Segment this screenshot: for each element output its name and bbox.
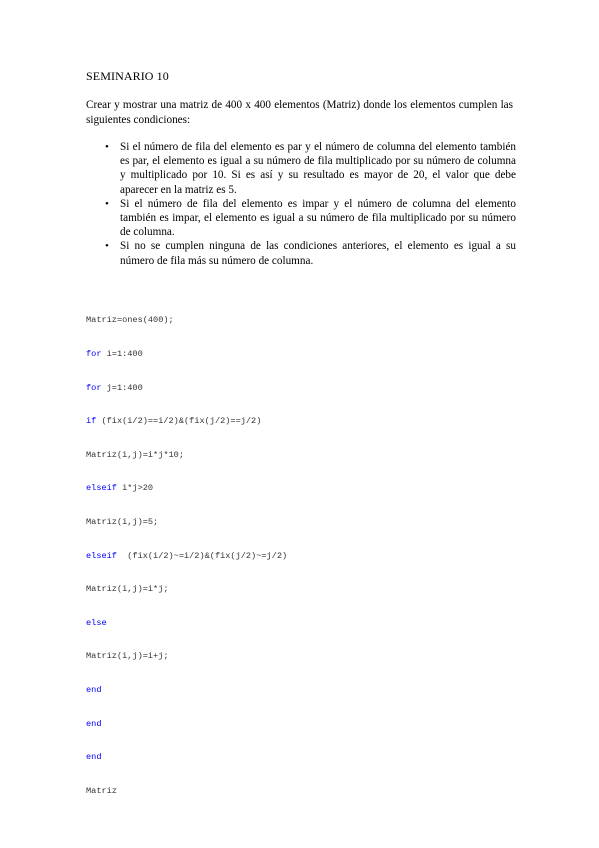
code-line	[86, 618, 287, 629]
code-line	[86, 383, 287, 394]
code-line	[86, 551, 287, 562]
code-keyword: for	[86, 382, 102, 393]
bullet-icon: •	[105, 141, 109, 153]
code-line	[86, 752, 287, 763]
code-line	[86, 483, 287, 494]
code-block	[86, 293, 287, 819]
code-line	[86, 651, 287, 662]
code-keyword: elseif	[86, 483, 117, 494]
code-line	[86, 315, 287, 326]
code-line	[86, 349, 287, 360]
code-keyword: else	[86, 617, 107, 628]
code-keyword: end	[86, 684, 102, 695]
code-line	[86, 786, 287, 797]
list-item-text: Si el número de fila del elemento es impar y el número de columna del elemento también es impar, el elemento es igual a su número de fila multiplicado por su número de columna.	[120, 197, 516, 239]
code-text: Matriz(i,j)=i*j*10;	[86, 449, 184, 460]
code-text: i*j>20	[116, 483, 154, 494]
code-line	[86, 416, 287, 427]
code-line	[86, 685, 287, 696]
code-line	[86, 719, 287, 730]
conditions-list	[86, 140, 516, 268]
list-item-text: Si no se cumplen ninguna de las condiciones anteriores, el elemento es igual a su número de fila más su número de columna.	[120, 240, 516, 267]
code-keyword: for	[86, 349, 102, 359]
code-text: i=1:400	[101, 349, 143, 359]
code-text: Matriz(i,j)=5;	[86, 516, 159, 527]
code-text: Matriz(i,j)=i*j;	[86, 584, 169, 595]
code-keyword: elseif	[86, 550, 117, 561]
code-line	[86, 517, 287, 528]
code-keyword: if	[86, 416, 97, 427]
list-item-text: Si el número de fila del elemento es par y el número de columna del elemento también es par, el elemento es igual a su número de fila multiplicado por su número de columna y multiplicado por 10. Si es así y su resultado es mayor de 20, el valor que debe aparecer en la matriz es 5.	[120, 141, 516, 196]
list-item	[86, 239, 516, 267]
list-item	[86, 197, 516, 240]
code-line	[86, 450, 287, 461]
bullet-icon: •	[105, 197, 109, 210]
code-text: j=1:400	[101, 382, 143, 393]
code-text: Matriz=ones(400);	[86, 315, 174, 326]
list-item	[86, 140, 516, 197]
code-text: Matriz(i,j)=i+j;	[86, 651, 169, 662]
code-keyword: end	[86, 718, 102, 729]
code-text: Matriz	[86, 785, 117, 796]
document-heading: SEMINARIO 10	[86, 69, 169, 83]
code-text: (fix(i/2)==i/2)&(fix(j/2)==j/2)	[96, 416, 262, 427]
intro-paragraph: Crear y mostrar una matriz de 400 x 400 elementos (Matriz) donde los elementos cumplen las siguientes condiciones:	[86, 99, 513, 126]
bullet-icon: •	[105, 240, 109, 253]
code-keyword: end	[86, 752, 102, 763]
code-text: (fix(i/2)~=i/2)&(fix(j/2)~=j/2)	[116, 550, 288, 561]
code-line	[86, 584, 287, 595]
